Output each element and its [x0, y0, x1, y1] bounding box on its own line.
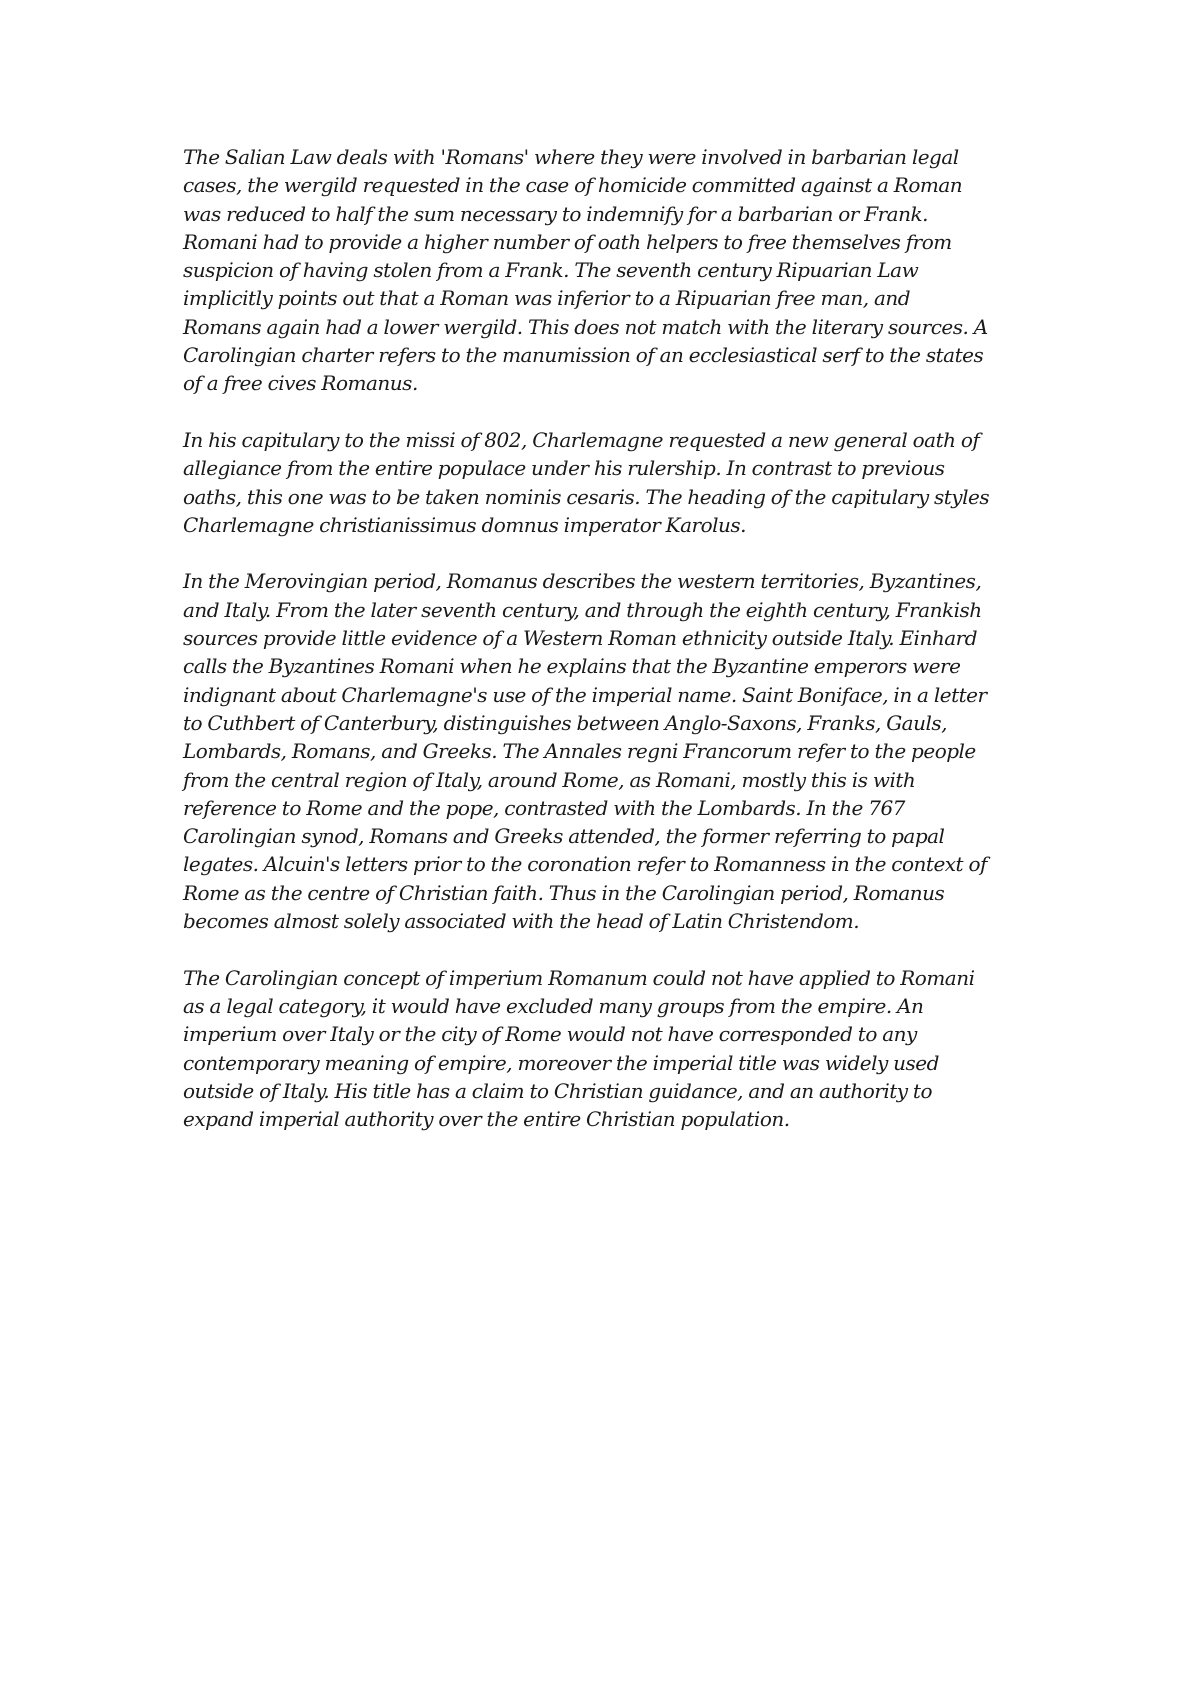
document-body: [183, 143, 1033, 1162]
paragraph-salian-law: The Salian Law deals with 'Romans' where they were involved in barbarian legal cases, the wergild requested in the case of homicide committed against a Roman was reduced to half the sum necessary to indemnify for a barbarian or Frank. Romani had to provide a higher number of oath helpers to free themselves from suspicion of having stolen from a Frank. The seventh century Ripuarian Law implicitly points out that a Roman was inferior to a Ripuarian free man, and Romans again had a lower wergild. This does not match with the literary sources. A Carolingian charter refers to the manumission of an ecclesiastical serf to the states of a free cives Romanus.: [183, 145, 988, 396]
paragraph-merovingian-period: In the Merovingian period, Romanus describes the western territories, Byzantines, and Italy. From the later seventh century, and through the eighth century, Frankish sources provide little evidence of a Western Roman ethnicity outside Italy. Einhard calls the Byzantines Romani when he explains that the Byzantine emperors were indignant about Charlemagne's use of the imperial name. Saint Boniface, in a letter to Cuthbert of Canterbury, distinguishes between Anglo-Saxons, Franks, Gauls, Lombards, Romans, and Greeks. The Annales regni Francorum refer to the people from the central region of Italy, around Rome, as Romani, mostly this is with reference to Rome and the pope, contrasted with the Lombards. In the 767 Carolingian synod, Romans and Greeks attended, the former referring to papal legates. Alcuin's letters prior to the coronation refer to Romanness in the context of Rome as the centre of Christian faith. Thus in the Carolingian period, Romanus becomes almost solely associated with the head of Latin Christendom.: [183, 569, 987, 934]
paragraph-imperium-romanum: The Carolingian concept of imperium Romanum could not have applied to Romani as a legal category, it would have excluded many groups from the empire. An imperium over Italy or the city of Rome would not have corresponded to any contemporary meaning of empire, moreover the imperial title was widely used outside of Italy. His title has a claim to Christian guidance, and an authority to expand imperial authority over the entire Christian population.: [183, 965, 975, 1132]
paragraph-capitulary: In his capitulary to the missi of 802, Charlemagne requested a new general oath of allegiance from the entire populace under his rulership. In contrast to previous oaths, this one was to be taken nominis cesaris. The heading of the capitulary styles Charlemagne christianissimus domnus imperator Karolus.: [183, 427, 990, 537]
